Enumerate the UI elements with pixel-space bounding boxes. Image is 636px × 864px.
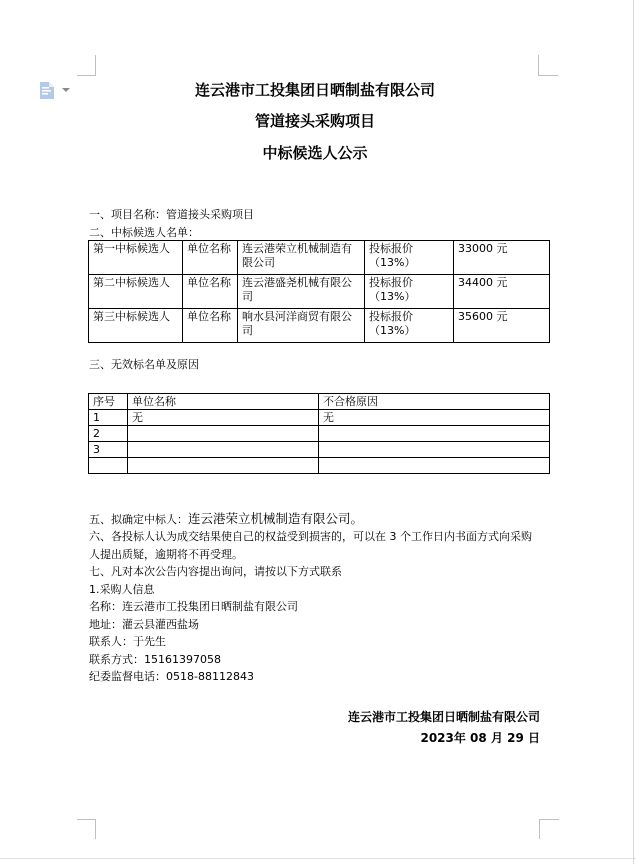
paste-options-button[interactable] [36,79,74,103]
section-1-project-name: 一、项目名称：管道接头采购项目 [89,208,254,221]
unit-cell: 无 [128,410,319,426]
section-5-winner [89,512,363,527]
section-7-contact-heading: 七、凡对本次公告内容提出询问，请按以下方式联系 [89,565,342,578]
purchaser-contact-person: 联系人：于先生 [89,635,166,648]
invalid-bids-table [88,393,550,474]
reason-cell [319,442,550,458]
purchaser-name: 名称：连云港市工投集团日晒制盐有限公司 [89,600,298,613]
header-serial: 序号 [89,394,128,410]
candidate-rank: 第一中标候选人 [89,241,183,275]
table-row [89,442,550,458]
serial-cell [89,458,128,474]
price-value: 35600 元 [454,309,550,343]
reason-cell [319,458,550,474]
reason-cell [319,426,550,442]
section-6-line2: 人提出质疑，逾期将不再受理。 [89,548,243,561]
price-label: 投标报价（13%） [365,275,454,309]
table-row [89,410,550,426]
candidate-rank: 第三中标候选人 [89,309,183,343]
purchaser-phone: 联系方式：15161397058 [89,653,221,666]
price-value: 34400 元 [454,275,550,309]
table-row [89,458,550,474]
serial-cell: 1 [89,410,128,426]
purchaser-address: 地址：灌云县灌西盐场 [89,618,199,631]
section-6-line1: 六、各投标人认为成交结果使自己的权益受到损害的，可以在 3 个工作日内书面方式向采购 [89,530,532,543]
unit-cell [128,458,319,474]
table-row [89,275,550,309]
unit-name: 响水县河洋商贸有限公司 [238,309,365,343]
section-2-candidate-list-heading: 二、中标候选人名单： [89,226,199,239]
price-label: 投标报价（13%） [365,241,454,275]
purchaser-info-heading: 1.采购人信息 [89,583,155,596]
page-right-edge [633,0,634,864]
section-3-invalid-bids-heading: 三、无效标名单及原因 [89,358,199,371]
section-5-label: 五、拟确定中标人： [89,513,188,526]
crop-mark-bottom-left-icon [77,819,96,839]
winner-company-name: 连云港荣立机械制造有限公司。 [188,511,364,526]
price-value: 33000 元 [454,241,550,275]
title-company: 连云港市工投集团日晒制盐有限公司 [194,81,435,99]
table-row [89,309,550,343]
unit-label: 单位名称 [183,275,238,309]
unit-cell [128,426,319,442]
serial-cell: 3 [89,442,128,458]
table-row [89,426,550,442]
serial-cell: 2 [89,426,128,442]
candidate-rank: 第二中标候选人 [89,275,183,309]
unit-label: 单位名称 [183,309,238,343]
signature-company: 连云港市工投集团日晒制盐有限公司 [347,710,540,724]
title-project: 管道接头采购项目 [254,112,375,130]
crop-mark-top-left-icon [77,55,96,76]
reason-cell: 无 [319,410,550,426]
paste-dropdown-caret-icon[interactable] [62,88,70,92]
title-notice: 中标候选人公示 [262,144,368,162]
unit-name: 连云港荣立机械制造有限公司 [238,241,365,275]
page-bottom-edge [0,858,636,859]
signature-date: 2023年 08 月 29 日 [420,731,540,745]
price-label: 投标报价（13%） [365,309,454,343]
crop-mark-top-right-icon [538,55,558,76]
header-unit-name: 单位名称 [128,394,319,410]
supervision-phone: 纪委监督电话：0518-88112843 [89,670,254,683]
table-header-row [89,394,550,410]
signature-block [88,707,540,749]
unit-cell [128,442,319,458]
header-reason: 不合格原因 [319,394,550,410]
unit-label: 单位名称 [183,241,238,275]
candidates-table [88,240,550,343]
table-row [89,241,550,275]
crop-mark-bottom-right-icon [539,819,559,839]
unit-name: 连云港盛尧机械有限公司 [238,275,365,309]
